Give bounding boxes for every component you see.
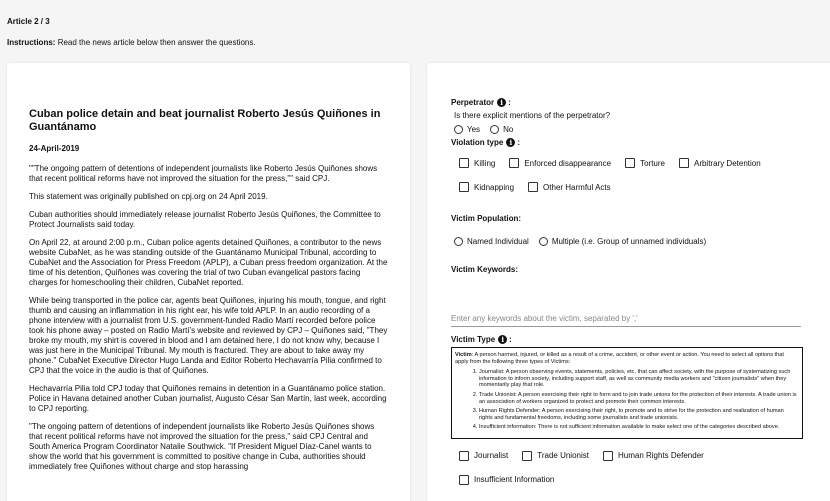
article-title: Cuban police detain and beat journalist Roberto Jesús Quiñones in Guantánamo: [29, 108, 381, 133]
checkbox-icon[interactable]: [459, 158, 469, 168]
named-individual-radio[interactable]: Named Individual: [454, 237, 529, 246]
victim-type-section: [451, 335, 830, 485]
violation-type-options-row2: [459, 182, 830, 192]
questions-form: [427, 63, 830, 485]
info-icon[interactable]: i: [506, 138, 515, 147]
kidnapping-checkbox[interactable]: Kidnapping: [459, 182, 514, 192]
article-paragraph: ""The ongoing pattern of detentions of independent journalists like Roberto Jesús Quiñones shows that recent political reforms have not improved the situation for the press,"" said CPJ.: [29, 164, 378, 183]
page-header: [7, 17, 256, 47]
victim-keywords-label: Victim Keywords:: [451, 265, 518, 274]
checkbox-icon[interactable]: [522, 451, 532, 461]
perpetrator-label: Perpetrator i :: [451, 98, 511, 107]
victim-definition-list: [469, 369, 797, 431]
article-body: [7, 63, 410, 472]
radio-circle-icon[interactable]: [490, 125, 499, 134]
radio-circle-icon[interactable]: [454, 237, 463, 246]
perpetrator-question: Is there explicit mentions of the perpetrator?: [454, 111, 611, 120]
insufficient-information-checkbox[interactable]: Insufficient Information: [459, 475, 554, 485]
definition-item: 1. Journalist: A person observing events, statements, policies, etc. that can affect society, with the purpose of systematizing such information to inform society, including support staff, as well as community media workers and "citizen journalists" when they momentarily play that role.: [479, 369, 797, 389]
checkbox-icon[interactable]: [509, 158, 519, 168]
questions-panel[interactable]: [427, 63, 830, 501]
violation-type-options-row1: [459, 158, 830, 168]
article-counter: Article 2 / 3: [7, 17, 50, 26]
torture-checkbox[interactable]: Torture: [625, 158, 665, 168]
other-harmful-acts-checkbox[interactable]: Other Harmful Acts: [528, 182, 611, 192]
victim-population-options: [454, 237, 830, 246]
perpetrator-section: [451, 98, 830, 134]
info-icon[interactable]: i: [498, 335, 507, 344]
victim-type-options-row2: [459, 475, 830, 485]
victim-population-label: Victim Population:: [451, 214, 522, 223]
article-paragraph: "The ongoing pattern of detentions of independent journalists like Roberto Jesús Quiñones shows that recent political reforms have not improved the situation for the press," said CPJ Central and South America Program Coordinator Natalie Southwick. "If President Miguel Díaz-Canel wants to show the world that his government is committed to positive change in Cuba, authorities should immediately free Quiñones without charge and stop harassing: [29, 422, 375, 471]
radio-circle-icon[interactable]: [454, 125, 463, 134]
article-paragraph: This statement was originally published on cpj.org on 24 April 2019.: [29, 192, 268, 201]
definition-item: 4. Insufficient information: There is not sufficient information available to make select one of the categories described above.: [479, 424, 797, 431]
human-rights-defender-checkbox[interactable]: Human Rights Defender: [603, 451, 704, 461]
checkbox-icon[interactable]: [459, 182, 469, 192]
checkbox-icon[interactable]: [459, 451, 469, 461]
enforced-disappearance-checkbox[interactable]: Enforced disappearance: [509, 158, 611, 168]
journalist-checkbox[interactable]: Journalist: [459, 451, 508, 461]
victim-type-definitions: [451, 347, 803, 439]
article-paragraph: On April 22, at around 2:00 p.m., Cuban police agents detained Quiñones, a contributor to the news website CubaNet, as he was standing outside of the Guantánamo Municipal Tribunal, according to CubaNet and the Association for Press Freedom (APLP), a Cuban press freedom organization. At the time of his detention, Quiñones was covering the trial of two Cuban evangelical pastors facing charges for homeschooling their children, CubaNet reported.: [29, 238, 388, 287]
victim-keywords-input[interactable]: Enter any keywords about the victim, separated by ',': [451, 314, 801, 327]
checkbox-icon[interactable]: [528, 182, 538, 192]
info-icon[interactable]: i: [497, 98, 506, 107]
violation-type-label: Violation type i :: [451, 138, 520, 147]
multiple-radio[interactable]: Multiple (i.e. Group of unnamed individuals): [539, 237, 706, 246]
definition-item: 2. Trade Unionist: A person exercising their right to form and to join trade unions for the protection of their interests. A trade union is an association of workers organized to protect and promote their common interests.: [479, 392, 797, 405]
trade-unionist-checkbox[interactable]: Trade Unionist: [522, 451, 589, 461]
definition-item: 3. Human Rights Defender: A person exercising their right, to promote and to strive for the protection and realization of human rights and fundamental freedoms, including some journalists and trade unionists.: [479, 408, 797, 421]
victim-population-section: [451, 214, 830, 246]
checkbox-icon[interactable]: [603, 451, 613, 461]
perpetrator-options: [454, 125, 830, 134]
radio-circle-icon[interactable]: [539, 237, 548, 246]
perpetrator-no-radio[interactable]: No: [490, 125, 513, 134]
article-paragraph: Cuban authorities should immediately release journalist Roberto Jesús Quiñones, the Committee to Protect Journalists said today.: [29, 210, 381, 229]
violation-type-section: [451, 138, 830, 192]
article-paragraph: Hechavarría Pilia told CPJ today that Quiñones remains in detention in a Guantánamo police station. Police in Havana detained another Cuban journalist, Augusto César San Martín, last week, according to CPJ reporting.: [29, 384, 387, 413]
checkbox-icon[interactable]: [625, 158, 635, 168]
arbitrary-detention-checkbox[interactable]: Arbitrary Detention: [679, 158, 761, 168]
killing-checkbox[interactable]: Killing: [459, 158, 495, 168]
victim-type-options-row1: [459, 451, 830, 461]
checkbox-icon[interactable]: [459, 475, 469, 485]
victim-definition: Victim: A person harmed, injured, or killed as a result of a crime, accident, or other event or action. You need to select all options that apply from the following three types of Victims:: [455, 352, 784, 365]
victim-type-label: Victim Type i :: [451, 335, 512, 344]
instructions: [7, 38, 256, 47]
instructions-label: Instructions:: [7, 38, 56, 47]
article-panel[interactable]: [7, 63, 410, 501]
article-paragraph: While being transported in the police car, agents beat Quiñones, injuring his mouth, tongue, and right thumb and causing an inflammation in his right ear, his wife told APLP. In an audio recording of a phone interview with a journalist from U.S. government-funded Radio Martí recorded before police took his phone away – posted on Radio Martí's website and reviewed by CPJ – Quiñones said, "They broke my mouth, my shirt is covered in blood and I am detained here, I do not know why, because I was just here in the Municipal Tribunal. My mouth is fractured. They are about to take away my phone." CubaNet Executive Director Hugo Landa and Editor Roberto Hechavarría Pilia confirmed to CPJ that the voice in the audio is that of Quiñones.: [29, 296, 388, 375]
victim-keywords-section: [451, 265, 830, 327]
instructions-text: Read the news article below then answer the questions.: [57, 38, 256, 47]
article-date: 24-April-2019: [29, 144, 80, 153]
checkbox-icon[interactable]: [679, 158, 689, 168]
perpetrator-yes-radio[interactable]: Yes: [454, 125, 480, 134]
